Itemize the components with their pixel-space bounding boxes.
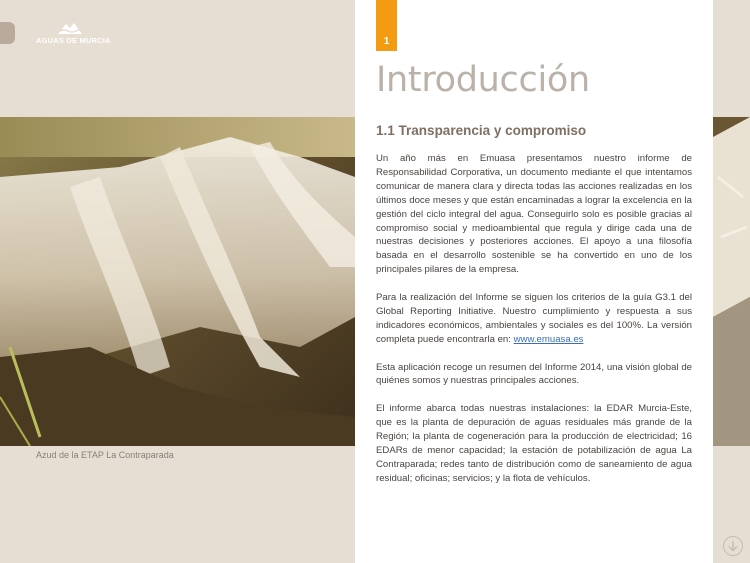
paragraph: Esta aplicación recoge un resumen del Informe 2014, una visión global de quiénes somos y nuestras principales acciones.: [376, 361, 692, 387]
emuasa-link[interactable]: www.emuasa.es: [513, 333, 584, 345]
photo-caption: Azud de la ETAP La Contraparada: [36, 450, 174, 460]
arrow-down-icon: [727, 540, 739, 552]
waterfall-photo: [0, 117, 355, 446]
menu-tab[interactable]: [0, 22, 15, 44]
logo-waves-icon: [56, 21, 84, 35]
logo-text: AGUAS DE MURCIA: [36, 36, 111, 45]
next-page-photo-peek: [713, 117, 750, 446]
scroll-down-button[interactable]: [723, 536, 743, 556]
paragraph: El informe abarca todas nuestras instalaciones: la EDAR Murcia-Este, que es la planta de depuración de aguas residuales más grande de la Región; la planta de cogeneración para la producción de electricidad; 16 EDARs de menor capacidad; la estación de potabilización de agua La Contraparada; redes tanto de distribución como de saneamiento de agua residual; oficinas; servicios; y la flota de vehículos.: [376, 403, 692, 484]
section-title: Transparencia y compromiso: [398, 123, 587, 138]
aguas-de-murcia-logo[interactable]: [36, 21, 111, 47]
page-title: Introducción: [376, 60, 590, 100]
section-number: 1.1: [376, 123, 395, 138]
paragraph: [376, 291, 692, 347]
article-panel: [355, 0, 713, 563]
paragraph-text: Para la realización del Informe se siguen los criterios de la guía G3.1 del Global Reporting Initiative. Nuestro cumplimiento y respuesta a sus indicadores económicos, ambientales y sociales es del 100%. La versión completa puede encontrarla en:: [376, 292, 692, 345]
section-heading: [376, 123, 586, 138]
article-body: [376, 152, 692, 500]
page-number-tab: [376, 0, 397, 51]
page-number: 1: [383, 36, 390, 47]
paragraph: Un año más en Emuasa presentamos nuestro informe de Responsabilidad Corporativa, un documento mediante el que intentamos comunicar de manera clara y directa todas las acciones realizadas en los últimos doce meses y que están encaminadas a lograr la excelencia en la gestión del ciclo integral del agua. Conseguirlo solo es posible gracias al compromiso social y medioambiental que regula y dirige cada una de nuestras decisiones y posteriores acciones. El apoyo a una filosofía basada en el desarrollo sostenible se ha convertido en uno de los principales pilares de la empresa.: [376, 153, 692, 276]
left-pane: [0, 0, 355, 563]
